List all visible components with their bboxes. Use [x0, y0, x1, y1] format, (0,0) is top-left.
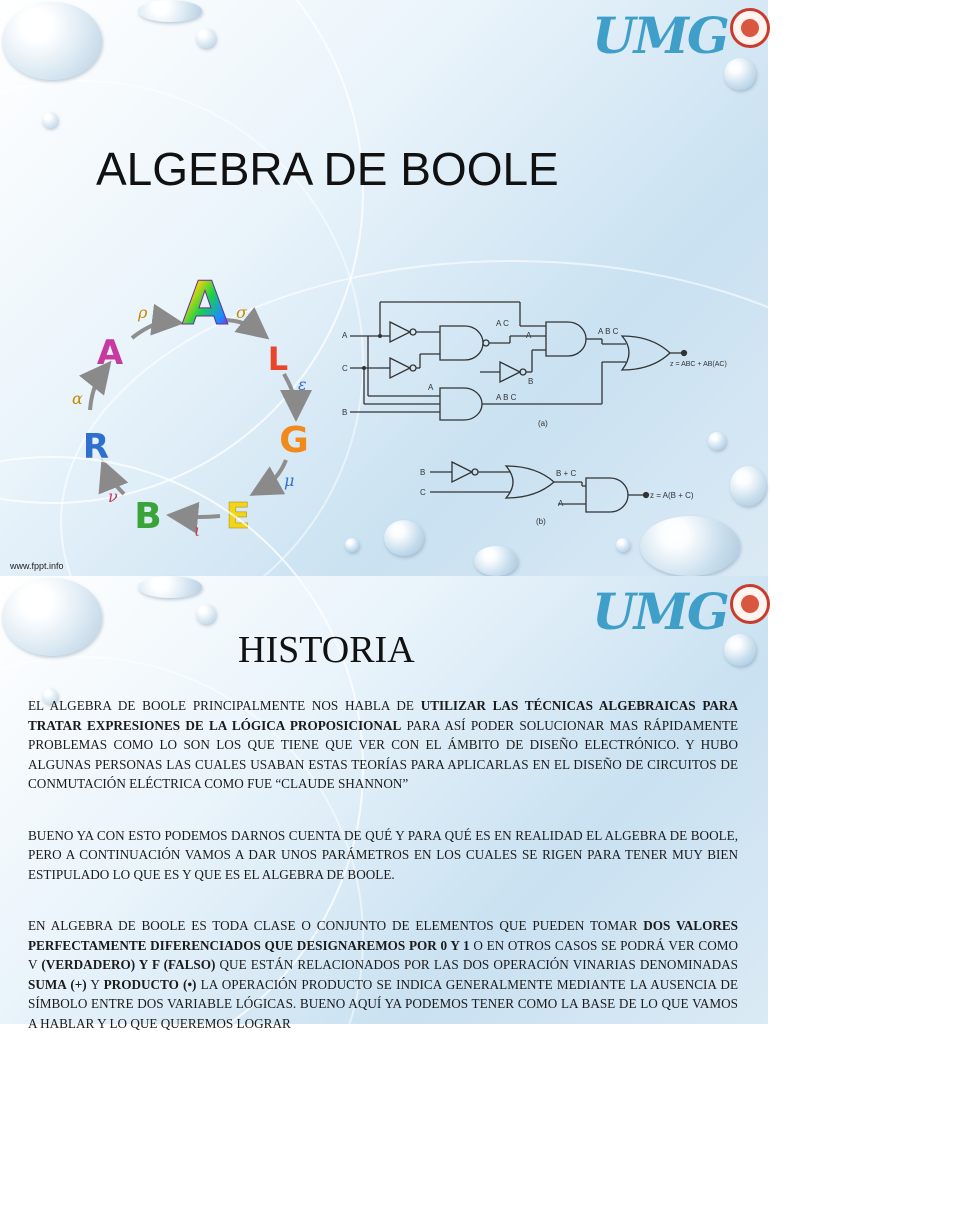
logic-circuit-a: [340, 296, 727, 436]
university-seal-icon: [730, 8, 770, 48]
water-drop: [2, 578, 102, 656]
paragraph: [28, 696, 738, 794]
circuit-caption: (b): [536, 517, 546, 526]
water-drop: [138, 576, 202, 598]
wheel-letter: L: [267, 340, 289, 378]
text-run: Y: [86, 976, 104, 992]
water-drop: [616, 538, 630, 552]
wheel-letter: E: [225, 496, 251, 537]
wheel-letter: A: [181, 269, 229, 339]
bold-text-run: SUMA (+): [28, 976, 87, 992]
circuit-caption: (a): [538, 419, 548, 428]
wheel-greek-letter: ι: [194, 521, 201, 540]
wheel-greek-letter: ν: [108, 487, 118, 506]
water-drop: [708, 432, 726, 450]
wheel-arrow: [260, 460, 286, 490]
wheel-letter: A: [96, 333, 124, 373]
water-drop: [196, 604, 216, 624]
wheel-greek-letter: μ: [284, 471, 295, 490]
circuit-input-label: B: [342, 408, 348, 417]
body-text: [28, 696, 738, 1065]
text-run: EN ALGEBRA DE BOOLE ES TODA CLASE O CONJUNTO DE ELEMENTOS QUE PUEDEN TOMAR: [28, 918, 644, 933]
text-run: LA OPERACIÓN PRODUCTO SE INDICA GENERALMENTE MEDIANTE LA AUSENCIA DE SÍMBOLO ENTRE DOS VARIABLE LÓGICAS. BUENO AQUÍ YA PODEMOS TENER COMO LA BASE DE LO QUE VAMOS A HABLAR Y LO QUE QUEREMOS LOGRAR: [28, 976, 739, 1031]
circuit-wire-label: A: [428, 383, 434, 392]
circuit-output-label: z = ABC + AB(AC): [670, 361, 727, 368]
bold-text-run: DOS VALORES PERFECTAMENTE DIFERENCIADOS QUE DESIGNAREMOS POR 0 Y 1: [28, 918, 738, 953]
water-drop: [138, 0, 202, 22]
footer-url: www.fppt.info: [10, 561, 64, 571]
circuit-input-label: A: [342, 331, 348, 340]
water-drop: [474, 546, 518, 576]
text-run: QUE ESTÁN RELACIONADOS POR LAS DOS OPERACIÓN VINARIAS DENOMINADAS: [215, 957, 738, 972]
slide-historia: [0, 576, 768, 1031]
water-drop: [345, 538, 359, 552]
wheel-letter: R: [82, 427, 110, 467]
circuit-output-label: z = A(B + C): [650, 491, 694, 500]
wheel-greek-letter: σ: [236, 303, 247, 322]
circuit-wire-label: B + C: [556, 469, 577, 478]
wheel-greek-letter: ε: [298, 375, 307, 394]
circuit-input-label: C: [342, 364, 348, 373]
water-drop: [724, 634, 756, 666]
water-drop: [2, 2, 102, 80]
water-drop: [42, 112, 58, 128]
wheel-letter: G: [279, 420, 309, 461]
university-seal-icon: [730, 584, 770, 624]
wheel-arrow: [90, 370, 104, 410]
wheel-greek-letter: ρ: [138, 303, 148, 322]
text-run: O EN OTROS CASOS SE PODRÁ VER COMO V: [28, 937, 738, 972]
text-run: EL ALGEBRA DE BOOLE PRINCIPALMENTE NOS HABLA DE: [28, 698, 421, 713]
umg-logo: UMG: [592, 582, 728, 641]
water-drop: [724, 58, 756, 90]
bold-text-run: UTILIZAR LAS TÉCNICAS ALGEBRAICAS PARA TRATAR EXPRESIONES DE LA LÓGICA PROPOSICIONAL: [28, 698, 738, 733]
logic-circuit-b: [418, 456, 718, 532]
bold-text-run: (VERDADERO) Y F (FALSO): [41, 957, 216, 972]
circuit-input-label: C: [420, 488, 426, 497]
slide-title-heading: ALGEBRA DE BOOLE: [96, 143, 559, 195]
water-drop: [730, 466, 766, 506]
paragraph: BUENO YA CON ESTO PODEMOS DARNOS CUENTA DE QUÉ Y PARA QUÉ ES EN REALIDAD EL ALGEBRA DE BOOLE, PERO A CONTINUACIÓN VAMOS A DAR UNOS PARÁMETROS EN LOS CUALES SE RIGEN PARA TENER MUY BIEN ESTIPULADO LO QUE ES Y QUE ES EL ALGEBRA DE BOOLE.: [28, 827, 738, 882]
circuit-wire-label: B: [528, 377, 534, 386]
wheel-letter: B: [134, 496, 162, 537]
circuit-input-label: B: [420, 468, 426, 477]
circuit-input-label: A: [558, 499, 564, 508]
slide-heading: HISTORIA: [238, 629, 415, 671]
text-run: PARA ASÍ PODER SOLUCIONAR MAS RÁPIDAMENTE PROBLEMAS COMO LO SON LOS QUE TIENE QUE VER CON EL ÁMBITO DE DISEÑO ELECTRÓNICO. Y HUBO ALGUNAS PERSONAS LAS CUALES USABAN ESTAS TEORÍAS PARA APLICARLAS EN EL DISEÑO DE CIRCUITOS DE CONMUTACIÓN ELÉCTRICA COMO FUE “CLAUDE SHANNON”: [28, 717, 738, 791]
water-drop: [196, 28, 216, 48]
wheel-greek-letter: α: [72, 389, 83, 408]
circuit-wire-label: A B C: [598, 327, 619, 336]
umg-logo: UMG: [592, 6, 728, 65]
wheel-arrow: [132, 322, 172, 338]
circuit-wire-label: A: [526, 331, 532, 340]
bold-text-run: PRODUCTO (•): [103, 976, 197, 992]
circuit-wire-label: A C: [496, 319, 509, 328]
wheel-arrow: [284, 374, 296, 410]
circuit-wire-label: A B C: [496, 393, 517, 402]
paragraph: [28, 916, 738, 1033]
